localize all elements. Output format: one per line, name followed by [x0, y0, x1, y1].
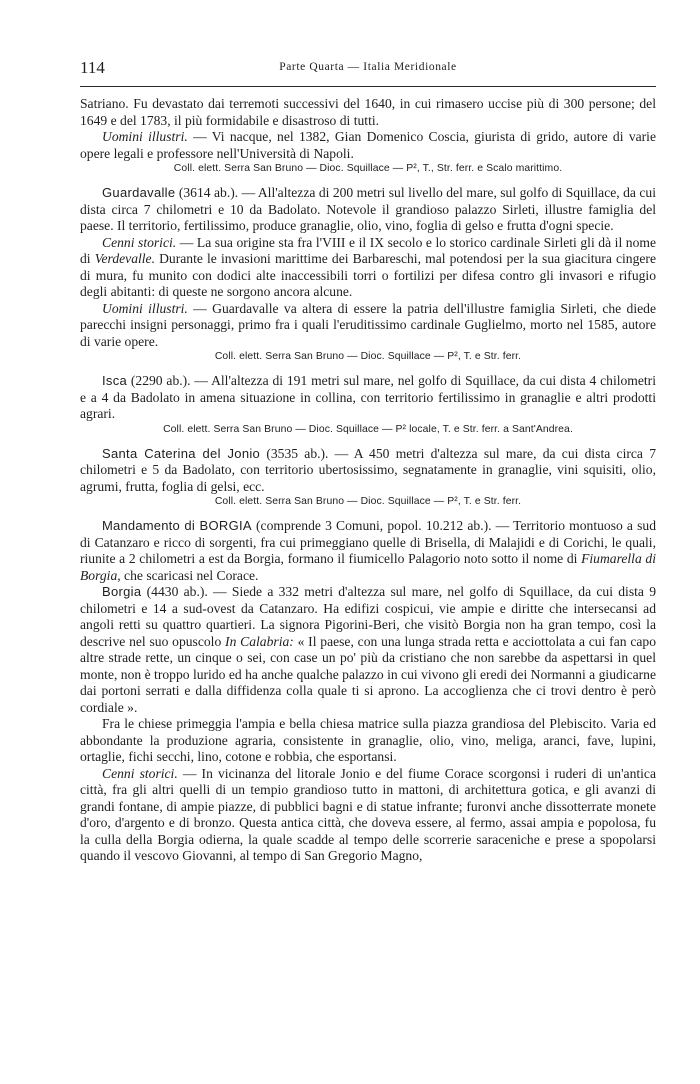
- paragraph-guardavalle-uomini: Uomini illustri. — Guardavalle va altera di essere la patria dell'illustre famiglia Sirleti, che diede parecchi insigni personaggi, primo fra i quali l'eruditissimo cardinale Guglielmo, morto nel 1585, autore di varie opere.: [80, 300, 656, 349]
- page-number: 114: [80, 58, 105, 77]
- paragraph-guardavalle-cenni: Cenni storici. — La sua origine sta fra l'VIII e il IX secolo e lo storico cardinale Sirleti gli dà il nome di Verdevalle. Durante le invasioni marittime dei Barbareschi, mal potendosi per la sua giacitura cingere di mura, fu munito con dodici alte inaccessibili torri o fortilizi per difesa contro gli invasori e rifugio degli abitanti: di queste ne sorgono ancora alcune.: [80, 234, 656, 299]
- entry-isca: Isca (2290 ab.). — All'altezza di 191 metri sul mare, nel golfo di Squillace, da cui dista 4 chilometri e a 4 da Badolato in amena situazione in collina, con territorio fertilissimo in granaglie e altri prodotti agrari.: [80, 373, 656, 421]
- entry-santa-caterina: Santa Caterina del Jonio (3535 ab.). — A 450 metri d'altezza sul mare, da cui dista circa 7 chilometri e 5 da Badolato, con territorio ubertosissimo, segnatamente in granaglie, vini squisiti, olio, agrumi, frutta, foglia di gelsi, ecc.: [80, 445, 656, 494]
- entry-mandamento-borgia: Mandamento di BORGIA (comprende 3 Comuni, popol. 10.212 ab.). — Territorio montuoso a sud di Catanzaro e ricco di sorgenti, fra cui primeggiano quelle di Brisella, di Malajidi e di Corichi, le quali, riunite a 2 chilometri a est da Borgia, formano il fiumicello Palagorio noto sotto il nome di Fiumarella di Borgia, che scaricasi nel Corace.: [80, 518, 656, 583]
- town-name: Borgia: [102, 584, 142, 599]
- entry-guardavalle: Guardavalle (3614 ab.). — All'altezza di 200 metri sul livello del mare, sul golfo di Squillace, da cui dista circa 7 chilometri e 10 da Badolato. Notevole il grandioso palazzo Sirleti, illustre famiglia del paese. Il territorio, fertilissimo, produce granaglie, olio, vino, foglia di gelso e frutta d'ogni specie.: [80, 185, 656, 233]
- header-rule: [80, 86, 656, 87]
- section-label: Uomini illustri.: [102, 129, 188, 144]
- collegio-line: Coll. elett. Serra San Bruno — Dioc. Squillace — P², T., Str. ferr. e Scalo marittimo.: [173, 163, 563, 174]
- section-label: Cenni storici.: [102, 234, 177, 250]
- collegio-line: Coll. elett. Serra San Bruno — Dioc. Squillace — P² locale, T. e Str. ferr. a Sant'Andrea.: [163, 423, 573, 435]
- collegio-line: Coll. elett. Serra San Bruno — Dioc. Squillace — P², T. e Str. ferr.: [214, 496, 522, 507]
- running-title: Parte Quarta — Italia Meridionale: [279, 61, 457, 73]
- mandamento-name: BORGIA: [199, 518, 252, 533]
- town-name: Santa Caterina del Jonio: [102, 445, 261, 461]
- paragraph-satriano: Satriano. Fu devastato dai terremoti successivi del 1640, in cui rimasero uccise più di 300 persone; del 1649 e del 1783, il più formidabile e disastroso di tutti.: [80, 96, 656, 128]
- collegio-line: Coll. elett. Serra San Bruno — Dioc. Squillace — P², T. e Str. ferr.: [214, 351, 522, 362]
- entry-borgia: Borgia (4430 ab.). — Siede a 332 metri d'altezza sul mare, nel golfo di Squillace, da cui dista 9 chilometri e 14 a sud-ovest da Catanzaro. Ha edifizi cospicui, vie ampie e diritte che intersecansi ad angoli retti su quattro quartieri. La signora Pigorini-Beri, che visitò Borgia non ha gran tempo, così la descrive nel suo opuscolo In Calabria: « Il paese, con una lunga strada retta e acciottolata a cui fan capo altre strade rette, un cinque o sei, con case un po' più da cristiano che non sarebbe da aspettarsi in quel monte, non è troppo lurido ed ha anche qualche palazzo in cui vivono gli eredi dei Normanni a giudicarne dai portoni serrati e dalla diffidenza colla quale ti si aprono. La accoglienza che ci trovi dentro è però cordiale ».: [80, 584, 656, 715]
- running-header: [80, 58, 656, 82]
- paragraph-borgia-cenni: Cenni storici. — In vicinanza del litorale Jonio e del fiume Corace scorgonsi i ruderi di un'antica città, fra gli altri quelli di un tempio grandioso tutto in mattoni, di architettura gotica, e gli avanzi di grandi fontane, di ampie piazze, di pubblici bagni e di statue infrante; furonvi anche dissotterrate monete d'oro, d'argento e di bronzo. Questa antica città, che doveva essere, al fermo, assai ampia e popolosa, fu la culla della Borgia odierna, la quale scadde al tempo delle scorrerie saraceniche e prese a spopolarsi quando il vescovo Giovanni, al tempo di San Gregorio Magno,: [80, 765, 656, 863]
- page-body: [80, 96, 656, 865]
- section-label: Cenni storici.: [102, 765, 178, 781]
- paragraph-chiese: Fra le chiese primeggia l'ampia e bella chiesa matrice sulla piazza grandiosa del Plebiscito. Varia ed abbondante la produzione agraria, consistente in granaglie, olio, vino, meliga, aranci, fave, lupini, ortaglie, fichi secchi, lino, cotone e robbia, che esportansi.: [80, 716, 656, 764]
- town-name: Isca: [102, 373, 128, 388]
- section-label: Uomini illustri.: [102, 300, 188, 316]
- paragraph-satriano-uomini: Uomini illustri. — Vi nacque, nel 1382, Gian Domenico Coscia, giurista di grido, autore di varie opere legali e professore nell'Università di Napoli.: [80, 129, 656, 161]
- town-name: Guardavalle: [102, 185, 176, 200]
